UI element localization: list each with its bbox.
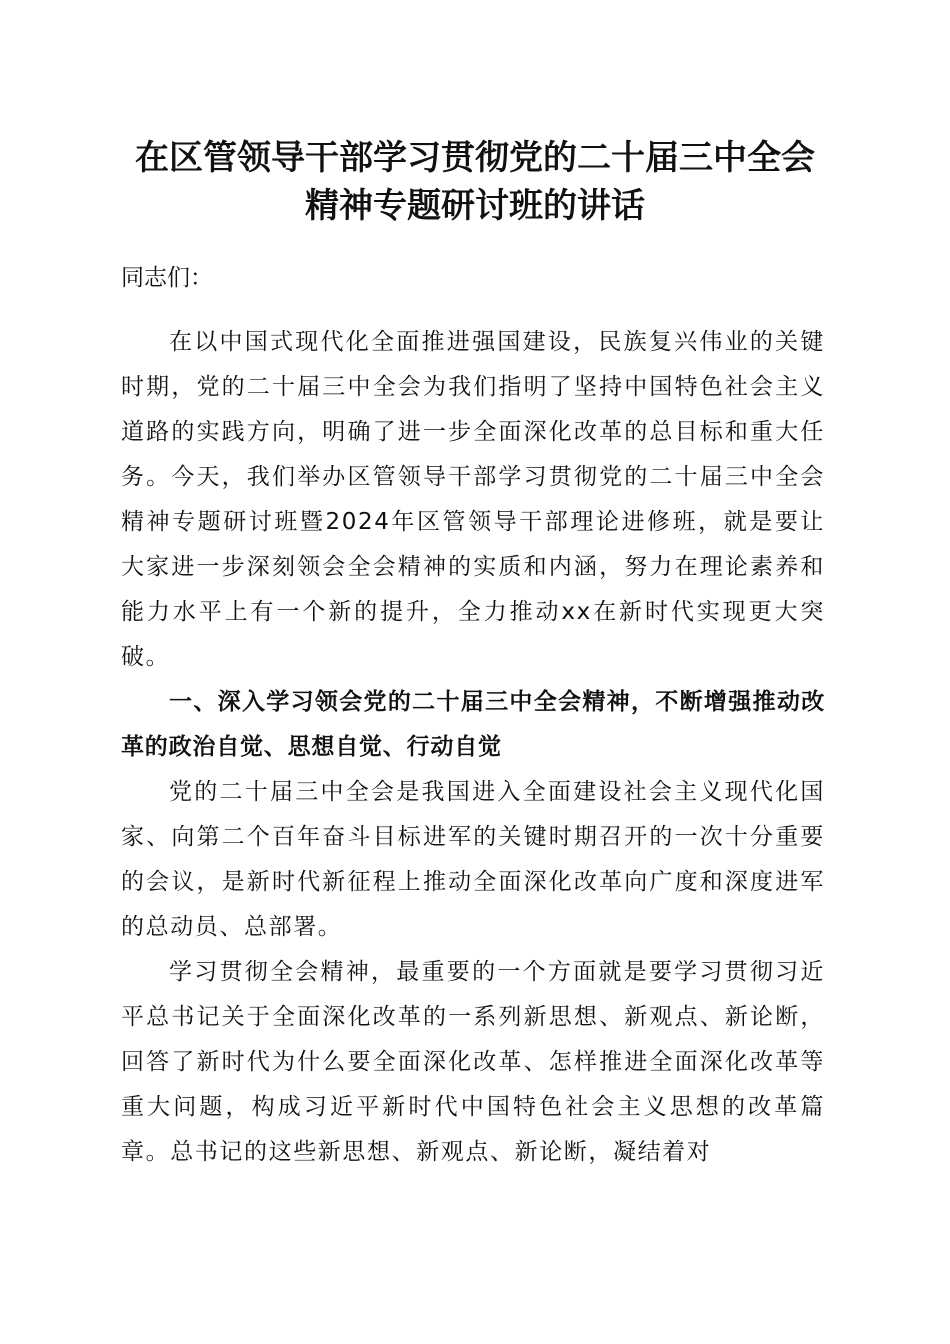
section-heading-1: 一、深入学习领会党的二十届三中全会精神，不断增强推动改革的政治自觉、思想自觉、行动自觉 — [121, 689, 825, 760]
document-title-line-2: 精神专题研讨班的讲话 — [305, 186, 645, 226]
document-title-line-1: 在区管领导干部学习贯彻党的二十届三中全会 — [135, 138, 815, 178]
paragraph-intro: 在以中国式现代化全面推进强国建设，民族复兴伟业的关键时期，党的二十届三中全会为我们指明了坚持中国特色社会主义道路的实践方向，明确了进一步全面深化改革的总目标和重大任务。今天，我们举办区管领导干部学习贯彻党的二十届三中全会精神专题研讨班暨2024年区管领导干部理论进修班，就是要让大家进一步深刻领会全会精神的实质和内涵，努力在理论素养和能力水平上有一个新的提升，全力推动xx在新时代实现更大突破。 — [121, 329, 825, 670]
salutation: 同志们： — [121, 265, 213, 291]
paragraph-plenum-significance: 党的二十届三中全会是我国进入全面建设社会主义现代化国家、向第二个百年奋斗目标进军的关键时期召开的一次十分重要的会议，是新时代新征程上推动全面深化改革向广度和深度进军的总动员、总部署。 — [121, 779, 825, 940]
paragraph-study-spirit: 学习贯彻全会精神，最重要的一个方面就是要学习贯彻习近平总书记关于全面深化改革的一系列新思想、新观点、新论断，回答了新时代为什么要全面深化改革、怎样推进全面深化改革等重大问题，构成习近平新时代中国特色社会主义思想的改革篇章。总书记的这些新思想、新观点、新论断，凝结着对 — [121, 959, 825, 1165]
